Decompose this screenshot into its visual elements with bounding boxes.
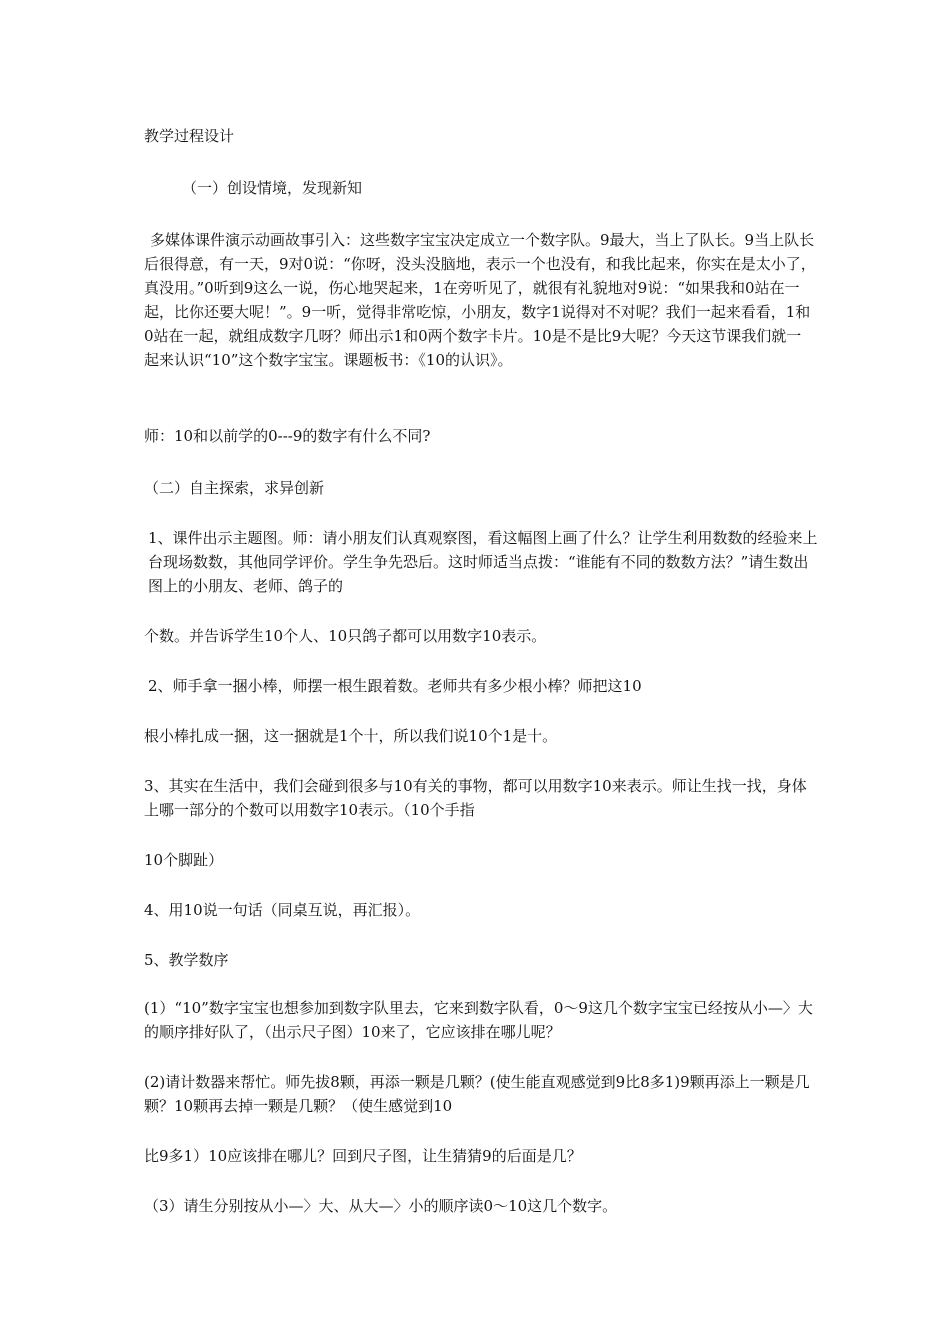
item-1-part-a: 1、课件出示主题图。师：请小朋友们认真观察图，看这幅图上画了什么？让学生利用数数的经验来上台现场数数，其他同学评价。学生争先恐后。这时师适当点拨：“谁能有不同的数数方法？”请生数出图上的小朋友、老师、鸽子的 xyxy=(148,529,818,595)
document-heading: 教学过程设计 xyxy=(144,127,235,145)
item-4: 4、用10说一句话（同桌互说，再汇报）。 xyxy=(144,901,421,919)
intro-paragraph: 多媒体课件演示动画故事引入：这些数字宝宝决定成立一个数字队。9最大，当上了队长。9当上队长后很得意，有一天，9对0说：“你呀，没头没脑地，表示一个也没有，和我比起来，你实在是太小了，真没用。”0听到9这么一说，伤心地哭起来，1在旁听见了，就很有礼貌地对9说：“如果我和0站在一起，比你还要大呢！”。9一听，觉得非常吃惊，小朋友，数字1说得对不对呢？我们一起来看看，1和0站在一起，就组成数字几呀？师出示1和0两个数字卡片。10是不是比9大呢？今天这节课我们就一起来认识“10”这个数字宝宝。课题板书：《10的认识》。 xyxy=(144,231,816,369)
item-1-part-b: 个数。并告诉学生10个人、10只鸽子都可以用数字10表示。 xyxy=(144,627,547,645)
section-title-2: （二）自主探索，求异创新 xyxy=(144,479,325,497)
sub-item-3: （3）请生分别按从小—〉大、从大—〉小的顺序读0～10这几个数字。 xyxy=(144,1197,618,1215)
item-2-part-a: 2、师手拿一捆小棒，师摆一根生跟着数。老师共有多少根小棒？师把这10 xyxy=(148,677,642,695)
sub-item-2-part-b: 比9多1）10应该排在哪儿？回到尺子图，让生猜猜9的后面是几？ xyxy=(144,1147,582,1165)
item-5: 5、教学数序 xyxy=(144,951,229,969)
item-3-part-b: 10个脚趾） xyxy=(144,851,224,869)
sub-item-2-part-a: (2)请计数器来帮忙。师先拔8颗，再添一颗是几颗？(使生能直观感觉到9比8多1)9颗再添上一颗是几颗？10颗再去掉一颗是几颗？（使生感觉到10 xyxy=(144,1073,810,1115)
item-3-part-a: 3、其实在生活中，我们会碰到很多与10有关的事物，都可以用数字10来表示。师让生找一找，身体上哪一部分的个数可以用数字10表示。（10个手指 xyxy=(144,777,807,819)
item-2-part-b: 根小棒扎成一捆，这一捆就是1个十，所以我们说10个1是十。 xyxy=(144,727,558,745)
section-title-1: （一）创设情境，发现新知 xyxy=(182,179,363,197)
sub-item-1: (1）“10”数字宝宝也想参加到数字队里去，它来到数字队看，0～9这几个数字宝宝已经按从小—〉大的顺序排好队了，（出示尺子图）10来了，它应该排在哪儿呢？ xyxy=(144,999,813,1041)
question-paragraph: 师：10和以前学的0---9的数字有什么不同? xyxy=(144,427,431,445)
